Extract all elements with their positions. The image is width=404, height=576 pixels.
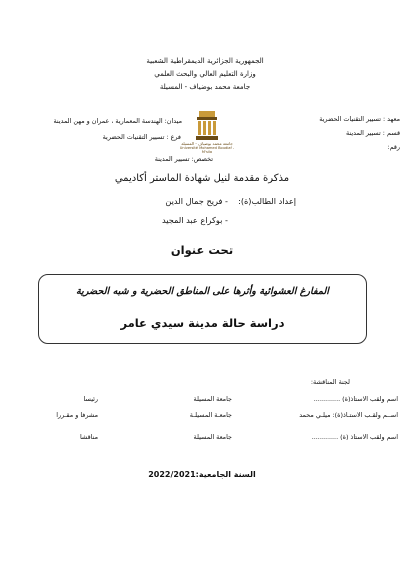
committee-label: لجنة المناقشة: bbox=[310, 378, 350, 386]
department-line: قسم : تسيير المدينة bbox=[345, 129, 400, 137]
committee-row-1-name: اسم ولقب الاستاذ(ة) ............. bbox=[313, 395, 398, 403]
prepared-by-label: إعداد الطالب(ة): bbox=[238, 196, 296, 206]
committee-row-3-university: جامعة المسيلة bbox=[193, 433, 232, 441]
committee-row-2-role: مشرفا و مقـررا bbox=[56, 411, 98, 419]
case-study: دراسة حالة مدينة سيدي عامر bbox=[120, 316, 285, 330]
committee-row-1-university: جامعة المسيلة bbox=[193, 395, 232, 403]
memo-title: مذكرة مقدمة لنيل شهادة الماستر أكاديمي bbox=[114, 173, 290, 184]
academic-year: السنة الجامعية:2022/2021 bbox=[148, 470, 256, 479]
logo-caption-french: Université Mohamed Boudiaf - M'sila bbox=[179, 146, 235, 154]
committee-row-1-role: رئيسا bbox=[83, 395, 98, 403]
university-logo-icon bbox=[194, 111, 220, 141]
student-one: - فريح جمال الدين bbox=[165, 196, 228, 206]
republic-name: الجمهورية الجزائرية الديمقراطية الشعبية bbox=[146, 57, 264, 65]
committee-row-2-university: جامعـة المسيلـة bbox=[189, 411, 232, 419]
specialty-line: تخصص: تسيير المدينة bbox=[154, 155, 213, 163]
subject-heading: تحت عنوان bbox=[170, 243, 234, 257]
committee-row-2-name: اســم ولقـب الاستـاذ(ة): ميلـي محمد bbox=[299, 411, 398, 419]
branch-line: فرع : تسيير التقنيات الحضرية bbox=[102, 133, 181, 141]
institute-line: معهد : تسيير التقنيات الحضرية bbox=[319, 115, 400, 123]
logo-caption-arabic: جامعة محمد بوضياف - المسيلة bbox=[181, 141, 233, 146]
ministry-name: وزارة التعليم العالي والبحث العلمي bbox=[154, 70, 256, 78]
thesis-title: المفارغ العشوائية وأثرها على المناطق الحضرية و شبه الحضرية bbox=[76, 286, 329, 297]
number-line: رقم: bbox=[387, 143, 400, 151]
student-two: - بوكراع عبد المجيد bbox=[161, 215, 228, 225]
title-frame bbox=[38, 274, 367, 344]
committee-row-3-name: اسم ولقب الاستاذ (ة) ............. bbox=[311, 433, 398, 441]
university-name: جامعة محمد بوضياف - المسيلة bbox=[159, 83, 251, 91]
field-line: ميدان: الهندسة المعمارية ، عمران و مهن المدينة bbox=[53, 117, 182, 125]
committee-row-3-role: مناقشا bbox=[79, 433, 98, 441]
